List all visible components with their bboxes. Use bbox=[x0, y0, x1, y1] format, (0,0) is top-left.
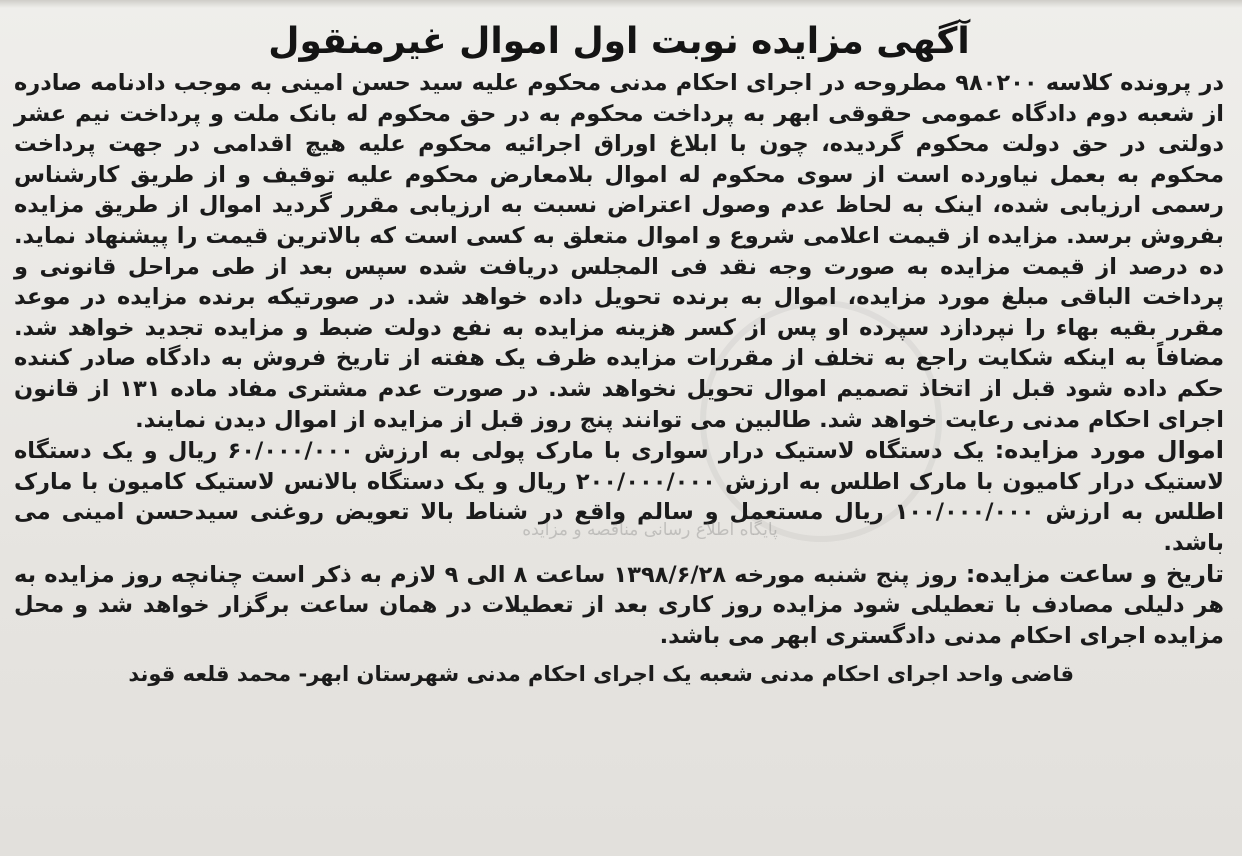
auction-items-label: اموال مورد مزایده: bbox=[994, 436, 1224, 465]
auction-datetime-section bbox=[14, 559, 1224, 652]
paper-edge-shadow bbox=[0, 0, 1242, 8]
watermark-text: پایگاه اطلاع رسانی مناقصه و مزایده bbox=[522, 520, 778, 540]
notice-title: آگهی مزایده نوبت اول اموال غیرمنقول bbox=[268, 21, 970, 62]
auction-datetime-label: تاریخ و ساعت مزایده: bbox=[965, 559, 1224, 588]
judge-signature: قاضی واحد اجرای احکام مدنی شعبه یک اجرای احکام مدنی شهرستان ابهر- محمد قلعه قوند bbox=[128, 662, 1074, 687]
auction-items-section bbox=[14, 435, 1224, 558]
auction-items-text: یک دستگاه لاستیک درار سواری با مارک پولی به ارزش ۶۰/۰۰۰/۰۰۰ ریال و یک دستگاه لاستیک درار کامیون با مارک اطلس به ارزش ۲۰۰/۰۰۰/۰۰۰ ریال و یک دستگاه بالانس لاستیک کامیون با مارک اطلس به ارزش ۱۰۰/۰۰۰/۰۰۰ ریال مستعمل و سالم واقع در شناط بالا تعویض روغنی سیدحسن امینی می باشد. bbox=[14, 438, 1225, 556]
notice-content bbox=[14, 18, 1224, 689]
notice-body-paragraph: در پرونده کلاسه ۹۸۰۲۰۰ مطروحه در اجرای احکام مدنی محکوم علیه سید حسن امینی به موجب دادنامه صادره از شعبه دوم دادگاه عمومی حقوقی ابهر به پرداخت محکوم به در حق محکوم له بانک ملت و پرداخت نیم عشر دولتی در حق دولت محکوم گردیده، چون با ابلاغ اوراق اجرائیه محکوم علیه هیچ اقدامی در جهت پرداخت محکوم به بعمل نیاورده است از سوی محکوم له اموال بلامعارض محکوم علیه توقیف و از طریق کارشناس رسمی ارزیابی شده، اینک به لحاظ عدم وصول اعتراض نسبت به ارزیابی مقرر گردید اموال از طریق مزایده بفروش برسد. مزایده از قیمت اعلامی شروع و اموال متعلق به کسی است که بالاترین قیمت را پیشنهاد نماید. ده درصد از قیمت مزایده به صورت وجه نقد فی المجلس دریافت شده سپس بعد از طی مراحل قانونی و پرداخت الباقی مبلغ مورد مزایده، اموال به برنده تحویل داده خواهد شد. در صورتیکه برنده مزایده در موعد مقرر بقیه بهاء را نپردازد سپرده او پس از کسر هزینه مزایده به نفع دولت ضبط و مزایده تجدید خواهد شد. مضافاً به اینکه شکایت راجع به تخلف از مقررات مزایده ظرف یک هفته از تاریخ فروش به دادگاه صادر کننده حکم داده شود قبل از اتخاذ تصمیم اموال تحویل نخواهد شد. در صورت عدم مشتری مفاد ماده ۱۳۱ از قانون اجرای احکام مدنی رعایت خواهد شد. طالبین می توانند پنج روز قبل از مزایده از اموال دیدن نمایند. bbox=[14, 70, 1224, 433]
auction-datetime-text: روز پنج شنبه مورخه ۱۳۹۸/۶/۲۸ ساعت ۸ الی ۹ لازم به ذکر است چنانچه روز مزایده به هر دلیلی مصادف با تعطیلی شود مزایده روز کاری بعد از تعطیلات در همان ساعت برگزار خواهد شد و محل مزایده اجرای احکام مدنی دادگستری ابهر می باشد. bbox=[14, 561, 1224, 649]
